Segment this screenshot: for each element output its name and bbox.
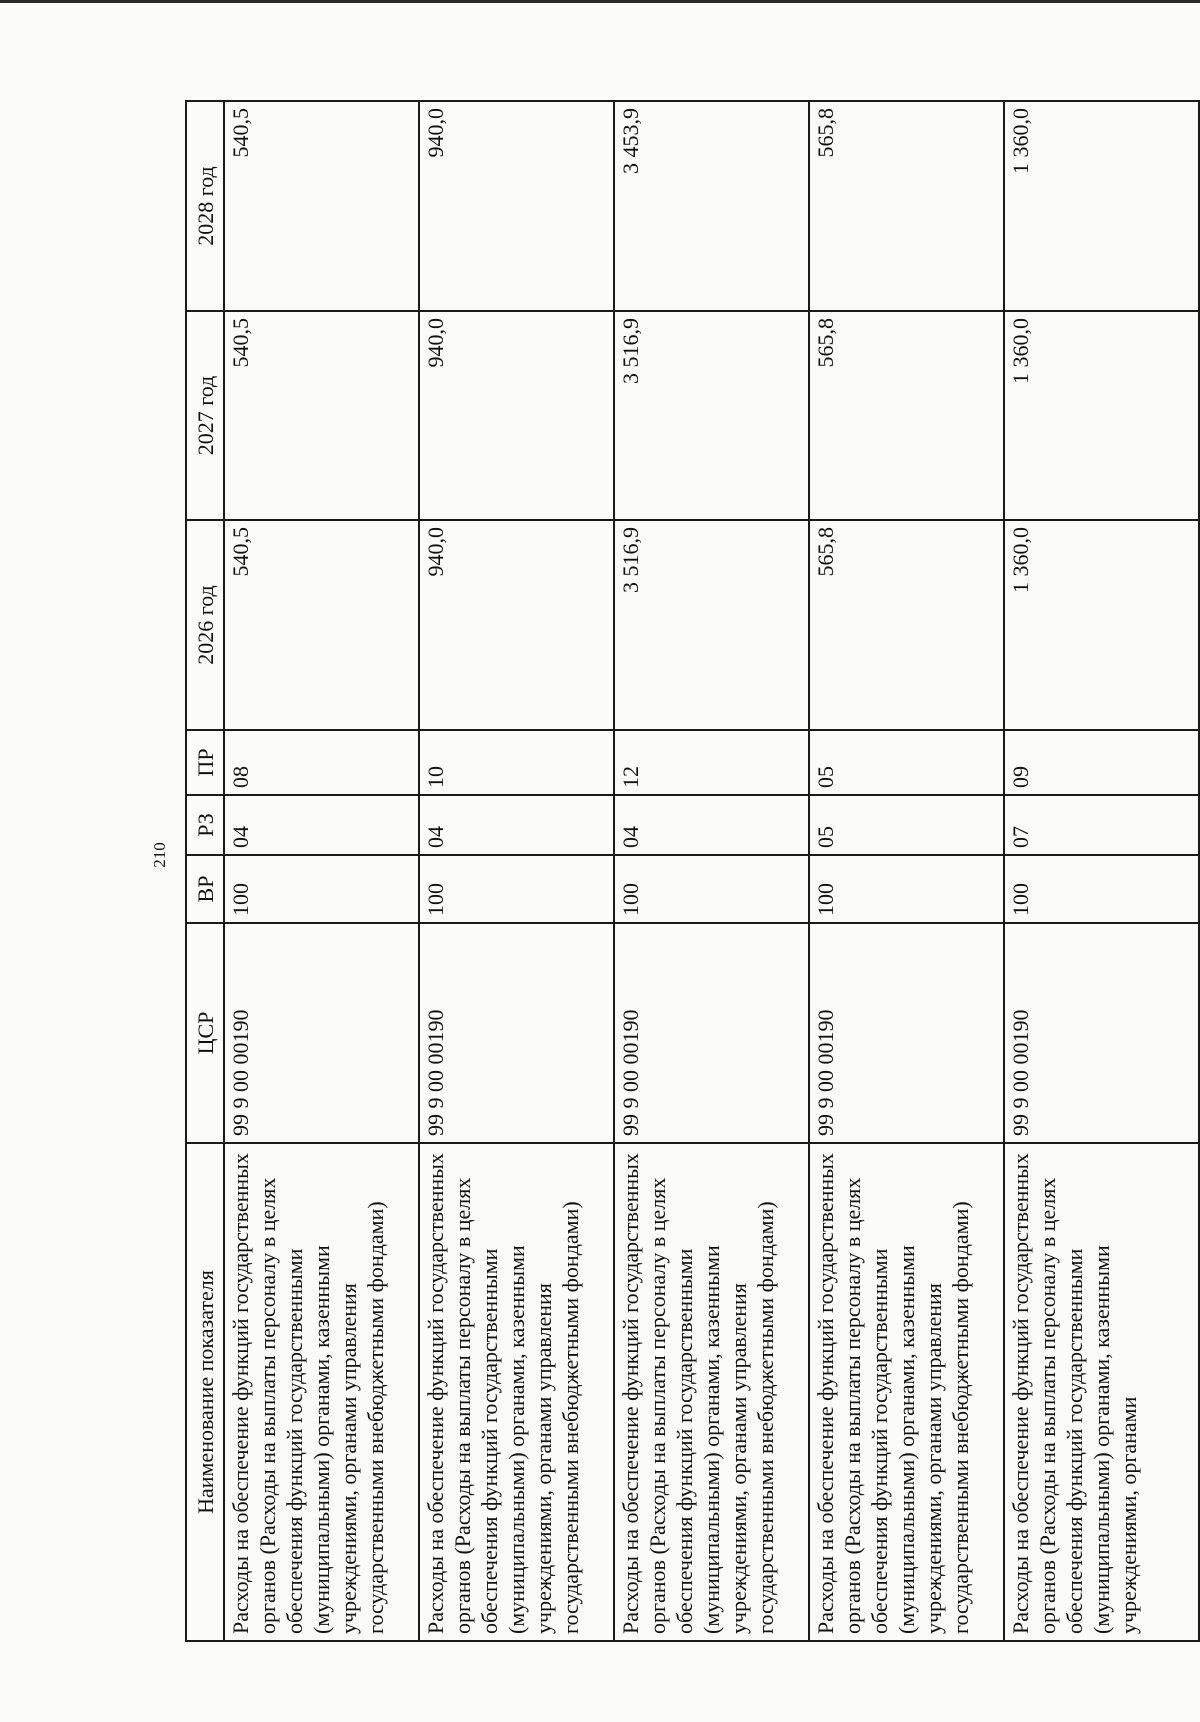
cell-csr: 99 9 00 00190 (224, 923, 419, 1143)
cell-2026: 1 360,0 (1004, 520, 1199, 730)
cell-2028: 3 453,9 (614, 101, 809, 311)
cell-2027: 940,0 (419, 311, 614, 520)
cell-name: Расходы на обеспечение функций государственных органов (Расходы на выплаты персоналу в целях обеспечения функций государственными (муниципальными) органами, казенными учреждениями, органами (1004, 1143, 1199, 1641)
cell-csr: 99 9 00 00190 (614, 923, 809, 1143)
cell-vr: 100 (224, 855, 419, 923)
cell-name: Расходы на обеспечение функций государственных органов (Расходы на выплаты персоналу в целях обеспечения функций государственными (муниципальными) органами, казенными учреждениями, органами управления государственными внебюджетными фондами) (224, 1143, 419, 1641)
cell-rz: 07 (1004, 795, 1199, 855)
header-2027: 2027 год (186, 311, 224, 520)
rotated-table-container (185, 102, 1141, 1642)
cell-csr: 99 9 00 00190 (1004, 923, 1199, 1143)
cell-name: Расходы на обеспечение функций государственных органов (Расходы на выплаты персоналу в целях обеспечения функций государственными (муниципальными) органами, казенными учреждениями, органами управления государственными внебюджетными фондами) (614, 1143, 809, 1641)
cell-vr: 100 (1004, 855, 1199, 923)
scan-edge (0, 0, 1200, 3)
cell-name: Расходы на обеспечение функций государственных органов (Расходы на выплаты персоналу в целях обеспечения функций государственными (муниципальными) органами, казенными учреждениями, органами управления государственными внебюджетными фондами) (419, 1143, 614, 1641)
table-row (809, 101, 1004, 1641)
table-row (419, 101, 614, 1641)
cell-2028: 940,0 (419, 101, 614, 311)
cell-2026: 3 516,9 (614, 520, 809, 730)
header-pr: ПР (186, 730, 224, 795)
header-vr: ВР (186, 855, 224, 923)
cell-2027: 3 516,9 (614, 311, 809, 520)
cell-csr: 99 9 00 00190 (809, 923, 1004, 1143)
cell-pr: 05 (809, 730, 1004, 795)
header-name: Наименование показателя (186, 1143, 224, 1641)
cell-rz: 04 (614, 795, 809, 855)
header-2026: 2026 год (186, 520, 224, 730)
budget-table (185, 100, 1200, 1642)
header-rz: РЗ (186, 795, 224, 855)
cell-csr: 99 9 00 00190 (419, 923, 614, 1143)
header-2028: 2028 год (186, 101, 224, 311)
table-row (614, 101, 809, 1641)
cell-2028: 565,8 (809, 101, 1004, 311)
table-row (224, 101, 419, 1641)
cell-pr: 12 (614, 730, 809, 795)
header-csr: ЦСР (186, 923, 224, 1143)
cell-pr: 10 (419, 730, 614, 795)
cell-vr: 100 (614, 855, 809, 923)
cell-2026: 540,5 (224, 520, 419, 730)
cell-rz: 04 (224, 795, 419, 855)
cell-rz: 04 (419, 795, 614, 855)
cell-2027: 1 360,0 (1004, 311, 1199, 520)
cell-vr: 100 (809, 855, 1004, 923)
cell-2027: 565,8 (809, 311, 1004, 520)
table-row (1004, 101, 1199, 1641)
cell-2026: 940,0 (419, 520, 614, 730)
cell-2028: 1 360,0 (1004, 101, 1199, 311)
cell-pr: 08 (224, 730, 419, 795)
cell-pr: 09 (1004, 730, 1199, 795)
cell-2027: 540,5 (224, 311, 419, 520)
cell-name: Расходы на обеспечение функций государственных органов (Расходы на выплаты персоналу в целях обеспечения функций государственными (муниципальными) органами, казенными учреждениями, органами управления государственными внебюджетными фондами) (809, 1143, 1004, 1641)
cell-2026: 565,8 (809, 520, 1004, 730)
cell-rz: 05 (809, 795, 1004, 855)
cell-2028: 540,5 (224, 101, 419, 311)
page-number: 210 (150, 842, 169, 868)
cell-vr: 100 (419, 855, 614, 923)
table-header-row (186, 101, 224, 1641)
